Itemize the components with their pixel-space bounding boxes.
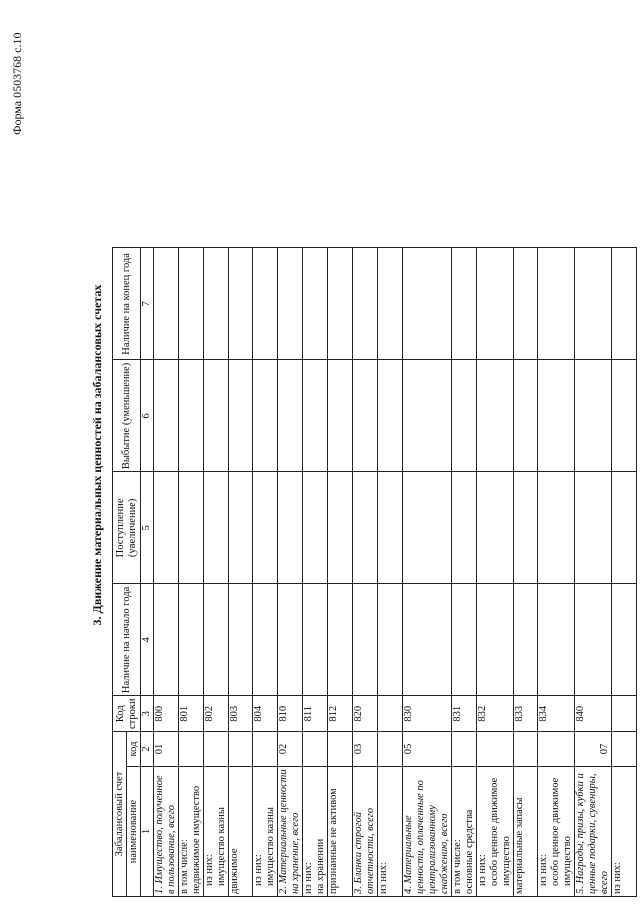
header-line-code: Код строки — [113, 696, 141, 732]
col-num-1: 1 — [141, 767, 154, 897]
row-kod — [514, 732, 538, 767]
row-name: из них: имущество казны — [253, 767, 278, 897]
row-kod: 05 — [403, 732, 452, 767]
row-name: признанные не активом — [328, 767, 353, 897]
table-row — [538, 248, 575, 897]
row-name: в том числе: основные средства — [452, 767, 477, 897]
col-num-2: 2 — [141, 732, 154, 767]
header-increase: Поступление (увеличение) — [113, 472, 141, 584]
section-title: 3. Движение материальных ценностей на забалансовых счетах — [90, 284, 104, 626]
row-line-code: 811 — [303, 696, 328, 732]
row-kod: 03 — [353, 732, 378, 767]
table-row — [353, 248, 378, 897]
row-name: 2. Материальные ценности на хранение, всего — [278, 767, 303, 897]
header-name: наименование — [127, 767, 141, 897]
table-row — [229, 248, 253, 897]
table-row — [403, 248, 452, 897]
offbalance-table — [112, 247, 637, 897]
header-decrease: Выбытие (уменьшение) — [113, 360, 141, 472]
row-name: из них: — [612, 767, 637, 897]
row-kod — [179, 732, 204, 767]
row-line-code: 820 — [353, 696, 378, 732]
row-line-code: 804 — [253, 696, 278, 732]
row-name: из них: — [378, 767, 403, 897]
table-row — [612, 248, 637, 897]
row-line-code: 800 — [154, 696, 179, 732]
col-num-5: 5 — [141, 472, 154, 584]
table-row — [179, 248, 204, 897]
row-line-code — [378, 696, 403, 732]
row-line-code: 802 — [204, 696, 229, 732]
row-kod — [612, 732, 637, 767]
header-account: Забалансовый счет — [113, 732, 127, 897]
row-line-code: 810 — [278, 696, 303, 732]
row-name: 1. Имущество, полученное в пользование, всего — [154, 767, 179, 897]
table-row — [452, 248, 477, 897]
row-name: движимое — [229, 767, 253, 897]
row-line-code: 834 — [538, 696, 575, 732]
row-kod — [538, 732, 575, 767]
row-name: из них: особо ценное движимое имущество — [538, 767, 575, 897]
row-name: 4. Материальные ценности, оплаченные по централизованному снабжению, всего — [403, 767, 452, 897]
row-kod — [328, 732, 353, 767]
row-line-code: 832 — [477, 696, 514, 732]
row-name: 3. Бланки строгой отчетности, всего — [353, 767, 378, 897]
table-row — [477, 248, 514, 897]
row-kod: 02 — [278, 732, 303, 767]
row-kod: 01 — [154, 732, 179, 767]
table-row — [328, 248, 353, 897]
table-row — [154, 248, 179, 897]
col-num-4: 4 — [141, 584, 154, 696]
row-name: 5. Награды, призы, кубки и ценные подарки, сувениры, всего — [575, 767, 612, 897]
row-line-code: 812 — [328, 696, 353, 732]
col-num-7: 7 — [141, 248, 154, 360]
header-kod: код — [127, 732, 141, 767]
row-kod — [204, 732, 229, 767]
row-line-code: 840 — [575, 696, 612, 732]
table-row — [204, 248, 229, 897]
row-line-code: 801 — [179, 696, 204, 732]
row-line-code: 830 — [403, 696, 452, 732]
row-line-code: 833 — [514, 696, 538, 732]
col-num-6: 6 — [141, 360, 154, 472]
col-num-3: 3 — [141, 696, 154, 732]
form-number: Форма 0503768 с.10 — [10, 32, 24, 135]
row-name: из них: на хранении — [303, 767, 328, 897]
row-line-code — [612, 696, 637, 732]
row-kod — [378, 732, 403, 767]
table-row — [303, 248, 328, 897]
header-start: Наличие на начало года — [113, 584, 141, 696]
row-kod — [477, 732, 514, 767]
row-kod — [303, 732, 328, 767]
row-name: материальные запасы — [514, 767, 538, 897]
table-row — [575, 248, 612, 897]
table-row — [514, 248, 538, 897]
header-end: Наличие на конец года — [113, 248, 141, 360]
table-row — [378, 248, 403, 897]
row-kod: 07 — [575, 732, 612, 767]
row-name: в том числе: недвижимое имущество — [179, 767, 204, 897]
row-kod — [452, 732, 477, 767]
row-line-code: 803 — [229, 696, 253, 732]
row-kod — [229, 732, 253, 767]
row-kod — [253, 732, 278, 767]
table-row — [253, 248, 278, 897]
row-name: из них: особо ценное движимое имущество — [477, 767, 514, 897]
table-row — [278, 248, 303, 897]
row-name: из них: имущество казны — [204, 767, 229, 897]
row-line-code: 831 — [452, 696, 477, 732]
